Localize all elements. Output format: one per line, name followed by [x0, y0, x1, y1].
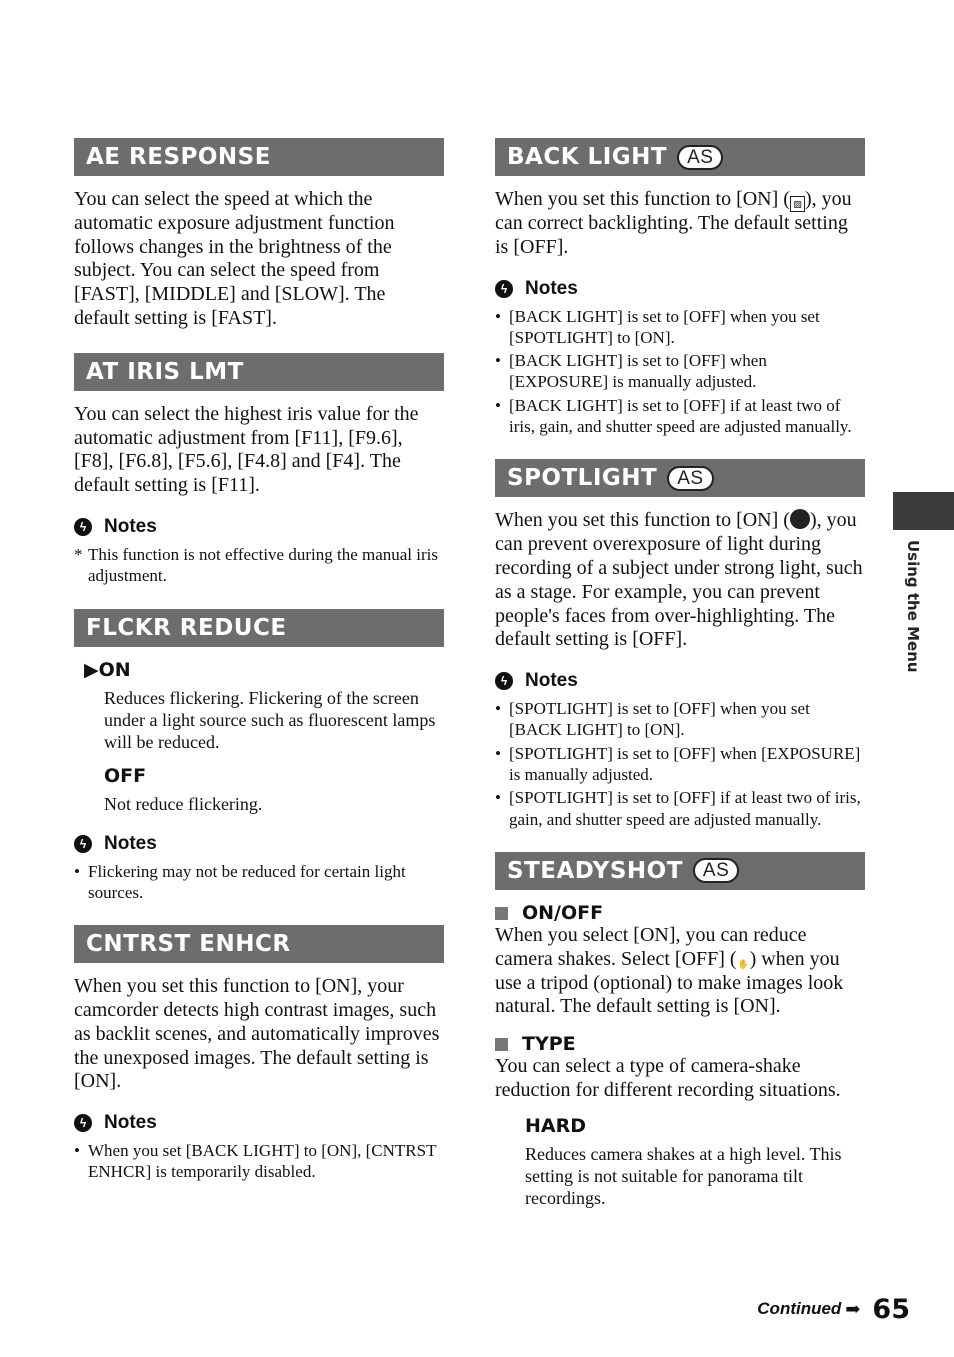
bullet: • — [495, 351, 501, 371]
flckr-header — [74, 609, 444, 647]
square-bullet-icon — [495, 1038, 508, 1051]
type-label-text: TYPE — [522, 1033, 576, 1056]
note-text: [BACK LIGHT] is set to [OFF] when you set [SPOTLIGHT] to [ON]. — [509, 306, 820, 347]
notes-label: Notes — [104, 832, 157, 854]
note-text: [SPOTLIGHT] is set to [OFF] when [EXPOSURE] is manually adjusted. — [509, 743, 861, 785]
steadyshot-type-label — [495, 1033, 865, 1055]
list-item — [495, 743, 865, 786]
back-light-notes-heading — [495, 278, 865, 300]
notes-label: Notes — [104, 515, 157, 537]
cntrst-body: When you set this function to [ON], your camcorder detects high contrast images, such as backlit scenes, and automatically improves the unexposed images. The default setting is [ON]. — [74, 975, 440, 1093]
notes-icon: ϟ — [74, 835, 92, 853]
spotlight-body — [495, 509, 865, 652]
steadyshot-type-body: You can select a type of camera-shake reduction for different recording situations. — [495, 1055, 841, 1101]
back-light-header — [495, 138, 865, 176]
steadyshot-header — [495, 852, 865, 890]
back-light-body — [495, 188, 865, 260]
spotlight-notes-heading — [495, 670, 865, 692]
steadyshot-title: STEADYSHOT — [507, 857, 683, 884]
flckr-on-desc: Reduces flickering. Flickering of the screen under a light source such as fluorescent lamps will be reduced. — [104, 687, 436, 752]
as-badge: AS — [677, 145, 723, 170]
flckr-off-label: OFF — [104, 764, 147, 787]
back-light-title: BACK LIGHT — [507, 144, 668, 170]
notes-icon: ϟ — [495, 672, 513, 690]
at-iris-notes-heading — [74, 516, 444, 538]
note-text: Flickering may not be reduced for certain light sources. — [88, 861, 406, 902]
note-text: This function is not effective during the manual iris adjustment. — [88, 544, 438, 586]
bullet: • — [74, 1141, 80, 1161]
ae-response-body: You can select the speed at which the automatic exposure adjustment function follows changes in the brightness of the subject. You can select the speed from [FAST], [MIDDLE] and [SLOW]. The default setting is [FAST]. — [74, 188, 395, 329]
bullet: • — [495, 306, 501, 326]
arrow-right-icon: ➡ — [845, 1298, 861, 1319]
onoff-body-b: ) when you use a tripod (optional) to make images look natural. The default setting is [ON]. — [495, 947, 844, 1018]
notes-icon: ϟ — [74, 1114, 92, 1132]
at-iris-body: You can select the highest iris value for the automatic adjustment from [F11], [F9.6], [F8], [F6.8], [F5.6], [F4.8] and [F4]. The default setting is [F11]. — [74, 402, 419, 497]
steadyshot-onoff-body — [495, 924, 865, 1019]
notes-label: Notes — [525, 277, 578, 299]
bullet: • — [495, 743, 501, 763]
at-iris-header — [74, 353, 444, 391]
list-item — [74, 861, 444, 904]
asterisk-bullet: * — [74, 544, 83, 564]
spotlight-body-a: When you set this function to [ON] ( — [495, 509, 790, 532]
list-item — [495, 395, 865, 438]
list-item — [74, 1140, 444, 1183]
list-item — [495, 698, 865, 741]
side-label: Using the Menu — [904, 540, 922, 673]
cntrst-notes-heading — [74, 1112, 444, 1134]
note-text: [SPOTLIGHT] is set to [OFF] when you set [BACK LIGHT] to [ON]. — [509, 699, 810, 740]
spotlight-icon — [790, 509, 810, 529]
note-text: [BACK LIGHT] is set to [OFF] when [EXPOSURE] is manually adjusted. — [509, 351, 767, 392]
ae-response-header — [74, 138, 444, 176]
spotlight-header — [495, 459, 865, 497]
cntrst-title: CNTRST ENHCR — [86, 931, 291, 958]
square-bullet-icon — [495, 907, 508, 920]
bullet: • — [74, 861, 80, 881]
bullet: • — [495, 699, 501, 719]
steadyshot-onoff-label — [495, 902, 865, 924]
spotlight-body-b: ), you can prevent overexposure of light during recording of a subject under strong light, such as a stage. For example, you can prevent people's faces from over-highlighting. The default setting is [OFF]. — [495, 509, 863, 651]
hard-label: HARD — [525, 1114, 587, 1137]
backlight-icon: ▨ — [790, 196, 805, 212]
back-light-body-b: ), you can correct backlighting. The default setting is [OFF]. — [495, 188, 852, 258]
note-text: [BACK LIGHT] is set to [OFF] if at least two of iris, gain, and shutter speed are adjusted manually. — [509, 395, 852, 437]
onoff-label-text: ON/OFF — [522, 901, 604, 924]
flckr-on-label: ▶ON — [84, 658, 131, 681]
flckr-off-desc: Not reduce flickering. — [104, 793, 263, 814]
flckr-notes-list — [74, 861, 444, 904]
steadyshot-off-icon: ✋ — [737, 958, 749, 969]
note-text: When you set [BACK LIGHT] to [ON], [CNTRST ENHCR] is temporarily disabled. — [88, 1141, 437, 1182]
as-badge: AS — [667, 466, 713, 491]
at-iris-title: AT IRIS LMT — [86, 358, 244, 385]
footer — [740, 1293, 910, 1325]
notes-label: Notes — [525, 670, 578, 692]
onoff-body-a: When you select [ON], you can reduce camera shakes. Select [OFF] ( — [495, 923, 807, 970]
cntrst-header — [74, 925, 444, 963]
list-item — [495, 350, 865, 393]
right-column — [495, 138, 865, 1209]
spotlight-title: SPOTLIGHT — [507, 465, 658, 492]
cntrst-notes-list — [74, 1140, 444, 1183]
list-item — [495, 306, 865, 349]
notes-icon: ϟ — [495, 280, 513, 298]
as-badge: AS — [693, 858, 739, 883]
ae-response-title: AE RESPONSE — [86, 144, 271, 170]
page-number: 65 — [872, 1293, 910, 1325]
back-light-body-a: When you set this function to [ON] ( — [495, 188, 790, 210]
hard-desc: Reduces camera shakes at a high level. This setting is not suitable for panorama tilt recordings. — [525, 1143, 842, 1208]
notes-label: Notes — [104, 1112, 157, 1134]
at-iris-notes-list — [74, 544, 444, 587]
continued-label: Continued — [757, 1299, 842, 1318]
bullet: • — [495, 395, 501, 415]
flckr-notes-heading — [74, 833, 444, 855]
bullet: • — [495, 788, 501, 808]
notes-icon: ϟ — [74, 518, 92, 536]
spotlight-notes-list — [495, 698, 865, 830]
flckr-title: FLCKR REDUCE — [86, 614, 287, 641]
list-item — [495, 787, 865, 830]
back-light-notes-list — [495, 306, 865, 438]
side-tab — [893, 492, 954, 530]
list-item — [74, 544, 444, 587]
note-text: [SPOTLIGHT] is set to [OFF] if at least two of iris, gain, and shutter speed are adjusted manually. — [509, 788, 861, 829]
left-column — [74, 138, 444, 1185]
